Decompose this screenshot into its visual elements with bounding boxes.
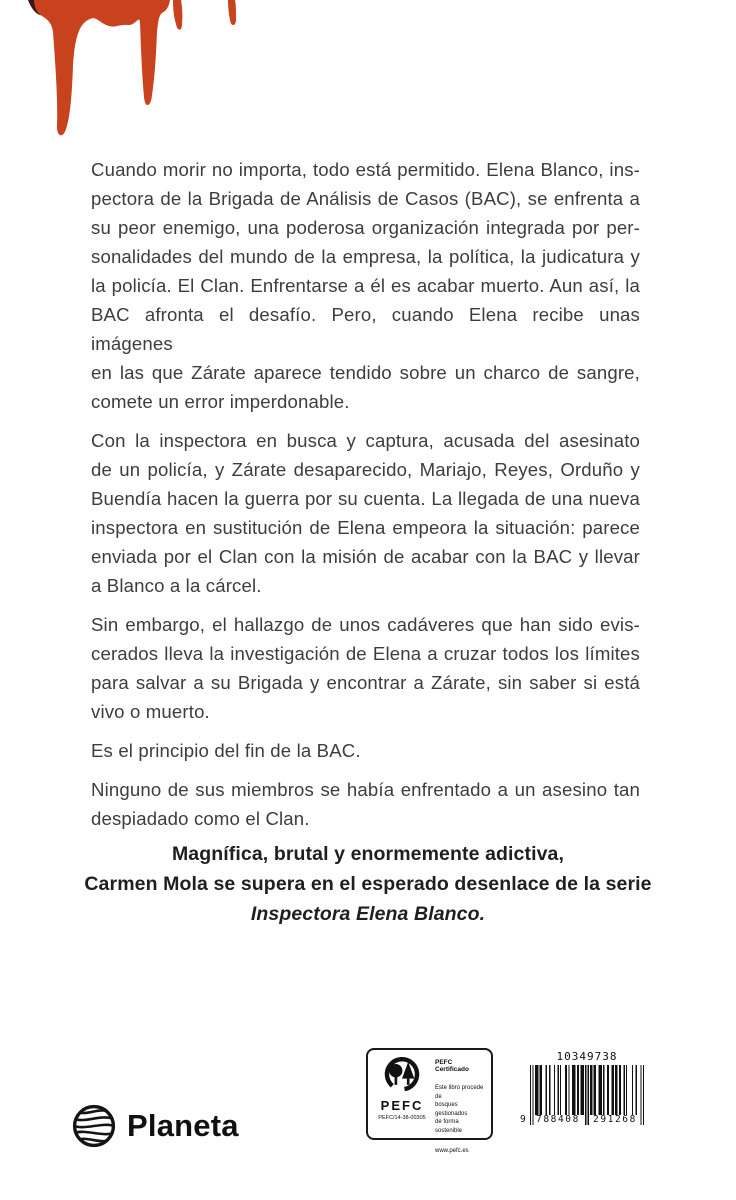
quote-line-1: Magnífica, brutal y enormemente adictiva, <box>171 843 565 865</box>
pefc-left-column <box>374 1055 430 1134</box>
text-line: para salvar a su Brigada y encontrar a Zárate, sin saber si está <box>91 672 640 693</box>
publisher-logo <box>70 1102 239 1150</box>
pefc-desc-line: bosques gestionados <box>435 1102 468 1117</box>
quote-line-2: Carmen Mola se supera en el esperado desenlace de la serie <box>84 873 652 895</box>
text-line: despiadado como el Clan. <box>91 808 310 829</box>
text-line: Buendía hacen la guerra por su cuenta. La llegada de una nueva <box>91 488 640 509</box>
text-line: enviada por el Clan con la misión de acabar con la BAC y llevar <box>91 546 640 567</box>
text-line: Sin embargo, el hallazgo de unos cadáveres que han sido evis- <box>91 614 640 635</box>
text-line: Ninguno de sus miembros se había enfrentado a un asesino tan <box>91 779 640 800</box>
pefc-certification-box <box>366 1048 493 1154</box>
text-line: en las que Zárate aparece tendido sobre un charco de sangre, <box>91 362 640 383</box>
barcode-digit-group-left: 788408 <box>536 1114 580 1125</box>
quote-series-title: Inspectora Elena Blanco. <box>250 903 486 925</box>
text-line: sonalidades del mundo de la empresa, la política, la judicatura y <box>91 246 640 267</box>
barcode-digit-group-right: 291268 <box>593 1114 637 1125</box>
text-line: Cuando morir no importa, todo está permitido. Elena Blanco, ins- <box>91 159 640 180</box>
text-line: comete un error imperdonable. <box>91 391 350 412</box>
publisher-name: Planeta <box>127 1108 239 1143</box>
paragraph <box>91 610 640 726</box>
barcode-digit-first: 9 <box>520 1114 528 1125</box>
blood-main-blob <box>34 0 170 135</box>
pefc-desc-line: de forma sostenible <box>435 1119 463 1134</box>
pefc-desc-line: Este libro procede de <box>435 1085 484 1100</box>
pefc-logo-icon <box>379 1055 425 1097</box>
paragraph <box>91 155 640 416</box>
text-line: BAC afronta el desafío. Pero, cuando Elena recibe unas imágenes <box>91 304 640 354</box>
text-line: la policía. El Clan. Enfrentarse a él es acabar muerto. Aun así, la <box>91 275 640 296</box>
pefc-url: www.pefc.es <box>435 1148 469 1154</box>
review-quote <box>66 839 670 929</box>
blood-drip-small-left <box>173 0 182 30</box>
pefc-title: PEFC Certificado <box>435 1059 469 1073</box>
text-line: pectora de la Brigada de Análisis de Casos (BAC), se enfrenta a <box>91 188 640 209</box>
paragraph <box>91 736 640 765</box>
paragraph <box>91 426 640 600</box>
paragraph <box>91 775 640 833</box>
text-line: cerados lleva la investigación de Elena a cruzar todos los límites <box>91 643 640 664</box>
barcode <box>520 1050 646 1135</box>
text-line: de un policía, y Zárate desaparecido, Mariajo, Reyes, Orduño y <box>91 459 640 480</box>
pefc-license-number: PEFC/14-38-00305 <box>378 1115 426 1121</box>
text-line: vivo o muerto. <box>91 701 210 722</box>
pefc-right-column <box>430 1055 487 1154</box>
text-line: inspectora en sustitución de Elena empeora la situación: parece <box>91 517 640 538</box>
text-line: a Blanco a la cárcel. <box>91 575 262 596</box>
blood-drip-small-right <box>228 0 236 25</box>
text-line: Con la inspectora en busca y captura, acusada del asesinato <box>91 430 640 451</box>
planeta-globe-icon <box>70 1102 118 1150</box>
barcode-top-number: 10349738 <box>556 1050 618 1063</box>
pefc-acronym: PEFC <box>380 1098 424 1113</box>
blood-drips-art <box>0 0 260 150</box>
pefc-description <box>435 1084 487 1135</box>
text-line: Es el principio del fin de la BAC. <box>91 740 361 761</box>
synopsis <box>91 155 640 843</box>
text-line: su peor enemigo, una poderosa organización integrada por per- <box>91 217 640 238</box>
